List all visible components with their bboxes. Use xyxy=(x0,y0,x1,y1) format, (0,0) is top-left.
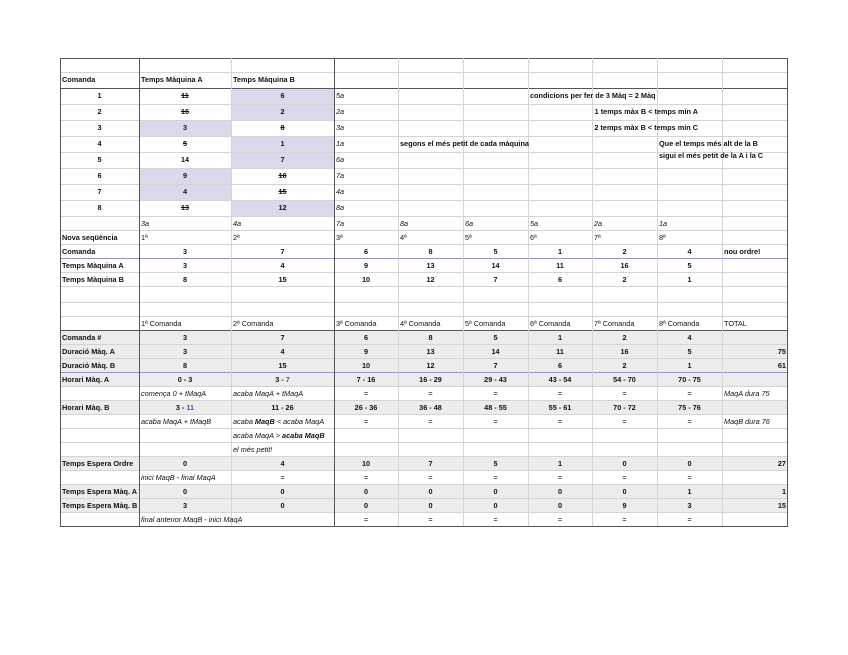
sched-hb-note-3b: acaba MaqB xyxy=(282,431,325,440)
sched-comanda-5: 5 xyxy=(493,333,498,342)
sched-hb-1-start: 3 - xyxy=(175,403,187,412)
sched-teb-5: 0 xyxy=(493,501,498,510)
sched-hdr-7: 7ª Comanda xyxy=(594,319,635,328)
seq-ta-label: Temps Màquina A xyxy=(62,261,124,270)
sched-hb-eq-3: = xyxy=(363,417,369,426)
seq-comanda-8: 4 xyxy=(687,247,692,256)
seq-pos-3: 7a xyxy=(336,219,345,228)
job-b-5: 7 xyxy=(280,155,285,164)
sched-te-6: 1 xyxy=(557,459,563,468)
sched-hb-5: 48 - 55 xyxy=(484,403,507,412)
job-b-6: 10 xyxy=(278,171,287,180)
sched-hdr-2: 2ª Comanda xyxy=(233,319,274,328)
seq-pos-8: 1a xyxy=(659,219,668,228)
sched-hb-6: 55 - 61 xyxy=(548,403,572,412)
sched-db-label: Duració Màq. B xyxy=(62,361,116,370)
job-a-1: 11 xyxy=(181,91,189,100)
sched-te-eq-6: = xyxy=(557,473,563,482)
sched-hb-note-2a: acaba xyxy=(233,417,255,426)
job-pos-5: 6a xyxy=(336,155,345,164)
hdr-temps-a: Temps Màquina A xyxy=(141,75,203,84)
job-n-3: 3 xyxy=(97,123,102,132)
sched-db-8: 1 xyxy=(687,361,692,370)
sched-hb-1-end: 11 xyxy=(186,403,195,412)
sched-da-4: 13 xyxy=(426,347,435,356)
seq-tb-6: 6 xyxy=(557,275,563,284)
sched-te-eq-2: = xyxy=(280,473,285,482)
job-n-7: 7 xyxy=(97,187,102,196)
job-a-5: 14 xyxy=(180,155,190,164)
sched-te-eq-3: = xyxy=(363,473,369,482)
seq-comanda-6: 1 xyxy=(557,247,563,256)
sched-teb-label: Temps Espera Màq. B xyxy=(62,501,138,510)
sched-tea-6: 0 xyxy=(557,487,563,496)
seq-comanda-4: 8 xyxy=(428,247,433,256)
sched-tea-label: Temps Espera Màq. A xyxy=(62,487,138,496)
seq-tb-4: 12 xyxy=(426,275,435,284)
sched-comanda-2: 7 xyxy=(280,333,285,342)
sched-comanda-3: 6 xyxy=(363,333,369,342)
sched-da-3: 9 xyxy=(363,347,369,356)
seq-comanda-label: Comanda xyxy=(62,247,96,256)
job-pos-3: 3a xyxy=(336,123,345,132)
sched-db-2: 15 xyxy=(278,361,287,370)
sched-hb-8: 75 - 76 xyxy=(678,403,701,412)
sched-ha-1: 0 - 3 xyxy=(177,375,193,384)
job-a-3: 3 xyxy=(182,123,188,132)
job-b-4: 1 xyxy=(280,139,285,148)
sched-teb-8: 3 xyxy=(687,501,692,510)
sched-ha-total-note: MaqA dura 75 xyxy=(724,389,770,398)
sched-tea-7: 0 xyxy=(622,487,627,496)
job-n-2: 2 xyxy=(97,107,102,116)
spreadsheet xyxy=(60,58,788,530)
sched-hb-eq-6: = xyxy=(557,417,563,426)
sched-ha-label: Horari Màq. A xyxy=(62,375,110,384)
sched-da-7: 16 xyxy=(620,347,629,356)
seq-pos-7: 2a xyxy=(594,219,603,228)
sched-teb-2: 0 xyxy=(280,501,285,510)
sched-tea-2: 0 xyxy=(280,487,285,496)
seq-order-8: 8ª xyxy=(659,233,666,242)
sched-comanda-6: 1 xyxy=(557,333,563,342)
sched-teb-3: 0 xyxy=(363,501,369,510)
seq-tb-7: 2 xyxy=(622,275,627,284)
seq-pos-5: 6a xyxy=(465,219,474,228)
job-a-8: 13 xyxy=(180,203,190,212)
sched-hdr-total: TOTAL xyxy=(724,319,747,328)
seq-comanda-3: 6 xyxy=(363,247,369,256)
sched-hb-4: 36 - 48 xyxy=(419,403,442,412)
sched-hdr-1: 1ª Comanda xyxy=(141,319,182,328)
sched-tea-8: 1 xyxy=(687,487,692,496)
seq-tb-label: Temps Màquina B xyxy=(62,275,124,284)
sched-te-3: 10 xyxy=(361,459,371,468)
sched-hdr-5: 5ª Comanda xyxy=(465,319,506,328)
seq-order-3: 3ª xyxy=(336,233,343,242)
sched-te-1: 0 xyxy=(182,459,188,468)
sched-da-total: 75 xyxy=(777,347,786,356)
sched-hb-3: 26 - 36 xyxy=(354,403,378,412)
sched-ha-eq-4: = xyxy=(428,389,433,398)
sched-te-4: 7 xyxy=(428,459,433,468)
sched-tea-1: 0 xyxy=(182,487,188,496)
sched-ha-7: 54 - 70 xyxy=(613,375,636,384)
seq-pos-2: 4a xyxy=(233,219,242,228)
note-condicions: condicions per fer de 3 Màq = 2 Màq xyxy=(530,91,656,100)
seq-order-4: 4ª xyxy=(400,233,407,242)
sched-da-label: Duració Màq. A xyxy=(62,347,115,356)
note-que-2: sigui el més petit de la A i la C xyxy=(659,151,764,160)
sched-hb-note-1: acaba MaqA + tMaqB xyxy=(141,417,212,426)
seq-tb-8: 1 xyxy=(687,275,692,284)
sched-db-5: 7 xyxy=(493,361,498,370)
note-2: 2 temps màx B < temps mín C xyxy=(594,123,698,132)
seq-order-2: 2ª xyxy=(233,233,240,242)
job-pos-6: 7a xyxy=(336,171,345,180)
sched-teb-total: 15 xyxy=(777,501,786,510)
sched-tea-5: 0 xyxy=(493,487,498,496)
job-b-3: 8 xyxy=(280,123,285,132)
sched-tea-4: 0 xyxy=(428,487,433,496)
seq-ta-6: 11 xyxy=(556,261,564,270)
job-b-8: 12 xyxy=(278,203,287,212)
sched-comanda-7: 2 xyxy=(622,333,627,342)
job-pos-1: 5a xyxy=(336,91,345,100)
sched-hb-note-3a: acaba MaqA > xyxy=(233,431,283,440)
sched-teb-eq-3: = xyxy=(363,515,369,524)
sched-hb-eq-7: = xyxy=(622,417,627,426)
seq-pos-4: 8a xyxy=(400,219,409,228)
sched-te-eq-5: = xyxy=(493,473,498,482)
sched-hb-eq-5: = xyxy=(493,417,498,426)
sched-te-label: Temps Espera Ordre xyxy=(62,459,134,468)
sched-da-2: 4 xyxy=(280,347,285,356)
sched-teb-7: 9 xyxy=(622,501,627,510)
job-b-1: 6 xyxy=(280,91,285,100)
sched-hb-eq-8: = xyxy=(687,417,692,426)
sched-te-eq-7: = xyxy=(622,473,627,482)
sched-te-total: 27 xyxy=(777,459,786,468)
seq-order-1: 1ª xyxy=(141,233,148,242)
seq-tb-5: 7 xyxy=(493,275,498,284)
sched-hb-eq-4: = xyxy=(428,417,433,426)
seq-nou-ordre: nou ordre! xyxy=(724,247,761,256)
sched-hb-7: 70 - 72 xyxy=(613,403,636,412)
job-b-7: 15 xyxy=(278,187,287,196)
sched-ha-5: 29 - 43 xyxy=(484,375,507,384)
sched-ha-8: 70 - 75 xyxy=(678,375,701,384)
seq-tb-1: 8 xyxy=(182,275,188,284)
job-b-2: 2 xyxy=(280,107,285,116)
seq-ta-1: 3 xyxy=(182,261,188,270)
sched-te-eq-4: = xyxy=(428,473,433,482)
sched-teb-eq-7: = xyxy=(622,515,627,524)
sched-ha-2-end: 7 xyxy=(285,375,290,384)
sched-hb-note-2b: MaqB xyxy=(254,417,275,426)
sched-teb-6: 0 xyxy=(557,501,563,510)
seq-ta-3: 9 xyxy=(363,261,369,270)
sched-teb-4: 0 xyxy=(428,501,433,510)
seq-comanda-2: 7 xyxy=(280,247,285,256)
job-n-4: 4 xyxy=(97,139,102,148)
job-n-6: 6 xyxy=(97,171,102,180)
seq-tb-3: 10 xyxy=(361,275,371,284)
seq-ta-8: 5 xyxy=(687,261,692,270)
sched-teb-eq-5: = xyxy=(493,515,498,524)
sched-ha-4: 16 - 29 xyxy=(419,375,442,384)
sched-teb-eq-8: = xyxy=(687,515,692,524)
sched-da-1: 3 xyxy=(182,347,188,356)
job-n-1: 1 xyxy=(97,91,102,100)
sched-ha-eq-6: = xyxy=(557,389,563,398)
seq-ta-7: 16 xyxy=(620,261,629,270)
seq-ta-5: 14 xyxy=(491,261,500,270)
sched-ha-note-1: comença 0 + tMaqA xyxy=(141,389,207,398)
sched-db-7: 2 xyxy=(622,361,627,370)
sched-teb-1: 3 xyxy=(182,501,188,510)
sched-hb-note-3 xyxy=(231,429,334,443)
note-1: 1 temps màx B < temps mín A xyxy=(594,107,698,116)
sched-hb-note-2c: < acaba MaqA xyxy=(274,417,325,426)
seq-comanda-1: 3 xyxy=(182,247,188,256)
job-a-2: 16 xyxy=(180,107,190,116)
sched-hb-total-note: MaqB dura 76 xyxy=(724,417,770,426)
hdr-temps-b: Temps Màquina B xyxy=(233,75,295,84)
sched-hb-1 xyxy=(139,401,231,415)
sched-hb-label: Horari Màq. B xyxy=(62,403,110,412)
sched-da-8: 5 xyxy=(687,347,692,356)
sched-db-6: 6 xyxy=(557,361,563,370)
seq-comanda-5: 5 xyxy=(493,247,498,256)
sched-teb-eq-6: = xyxy=(557,515,563,524)
job-pos-7: 4a xyxy=(336,187,345,196)
sched-ha-eq-3: = xyxy=(363,389,369,398)
sched-hb-2: 11 - 26 xyxy=(271,403,294,412)
sched-hdr-6: 6ª Comanda xyxy=(530,319,571,328)
seq-pos-1: 3a xyxy=(141,219,150,228)
sched-tea-total: 1 xyxy=(781,487,786,496)
sched-teb-eq-4: = xyxy=(428,515,433,524)
seq-order-5: 5ª xyxy=(465,233,472,242)
sched-ha-eq-8: = xyxy=(687,389,692,398)
sched-comanda-1: 3 xyxy=(182,333,188,342)
sched-ha-eq-5: = xyxy=(493,389,498,398)
seq-ta-2: 4 xyxy=(280,261,285,270)
sched-ha-6: 43 - 54 xyxy=(548,375,572,384)
seq-tb-2: 15 xyxy=(278,275,287,284)
sched-hb-note-2 xyxy=(231,415,334,429)
job-a-7: 4 xyxy=(182,187,188,196)
sched-db-1: 8 xyxy=(182,361,188,370)
sched-te-note: inici MaqB - final MaqA xyxy=(141,473,216,482)
sched-hdr-8: 8ª Comanda xyxy=(659,319,700,328)
note-que-1: Que el temps més alt de la B xyxy=(659,139,758,148)
job-pos-8: 8a xyxy=(336,203,345,212)
job-n-8: 8 xyxy=(97,203,102,212)
job-pos-2: 2a xyxy=(336,107,345,116)
note-segons: segons el més petit de cada màquina xyxy=(400,139,529,148)
sched-te-7: 0 xyxy=(622,459,627,468)
sched-tea-3: 0 xyxy=(363,487,369,496)
seq-label: Nova seqüència xyxy=(62,233,118,242)
sched-hdr-3: 3ª Comanda xyxy=(336,319,377,328)
sched-ha-3: 7 - 16 xyxy=(356,375,376,384)
seq-comanda-7: 2 xyxy=(622,247,627,256)
sched-teb-note: final anterior MaqB - inici MaqA xyxy=(141,515,243,524)
sched-te-8: 0 xyxy=(687,459,692,468)
sched-ha-note-2: acaba MaqA + tMaqA xyxy=(233,389,304,398)
seq-ta-4: 13 xyxy=(426,261,435,270)
seq-pos-6: 5a xyxy=(530,219,539,228)
sched-ha-2 xyxy=(231,373,334,387)
sched-ha-eq-7: = xyxy=(622,389,627,398)
sched-hdr-4: 4ª Comanda xyxy=(400,319,441,328)
sched-ha-2-start: 3 - xyxy=(275,375,286,384)
sched-te-5: 5 xyxy=(493,459,498,468)
sched-hb-note-4: el més petit! xyxy=(233,445,273,454)
sched-te-2: 4 xyxy=(280,459,285,468)
job-pos-4: 1a xyxy=(336,139,345,148)
seq-order-6: 6ª xyxy=(530,233,537,242)
sched-db-total: 61 xyxy=(777,361,786,370)
sched-da-5: 14 xyxy=(491,347,500,356)
job-n-5: 5 xyxy=(97,155,102,164)
sched-db-4: 12 xyxy=(426,361,435,370)
sched-comanda-label: Comanda # xyxy=(62,333,102,342)
job-a-6: 9 xyxy=(182,171,188,180)
sched-te-eq-8: = xyxy=(687,473,692,482)
sched-comanda-4: 8 xyxy=(428,333,433,342)
job-a-4: 5 xyxy=(182,139,188,148)
seq-order-7: 7ª xyxy=(594,233,601,242)
sched-comanda-8: 4 xyxy=(687,333,692,342)
hdr-comanda: Comanda xyxy=(62,75,96,84)
sched-da-6: 11 xyxy=(556,347,564,356)
sched-db-3: 10 xyxy=(361,361,371,370)
